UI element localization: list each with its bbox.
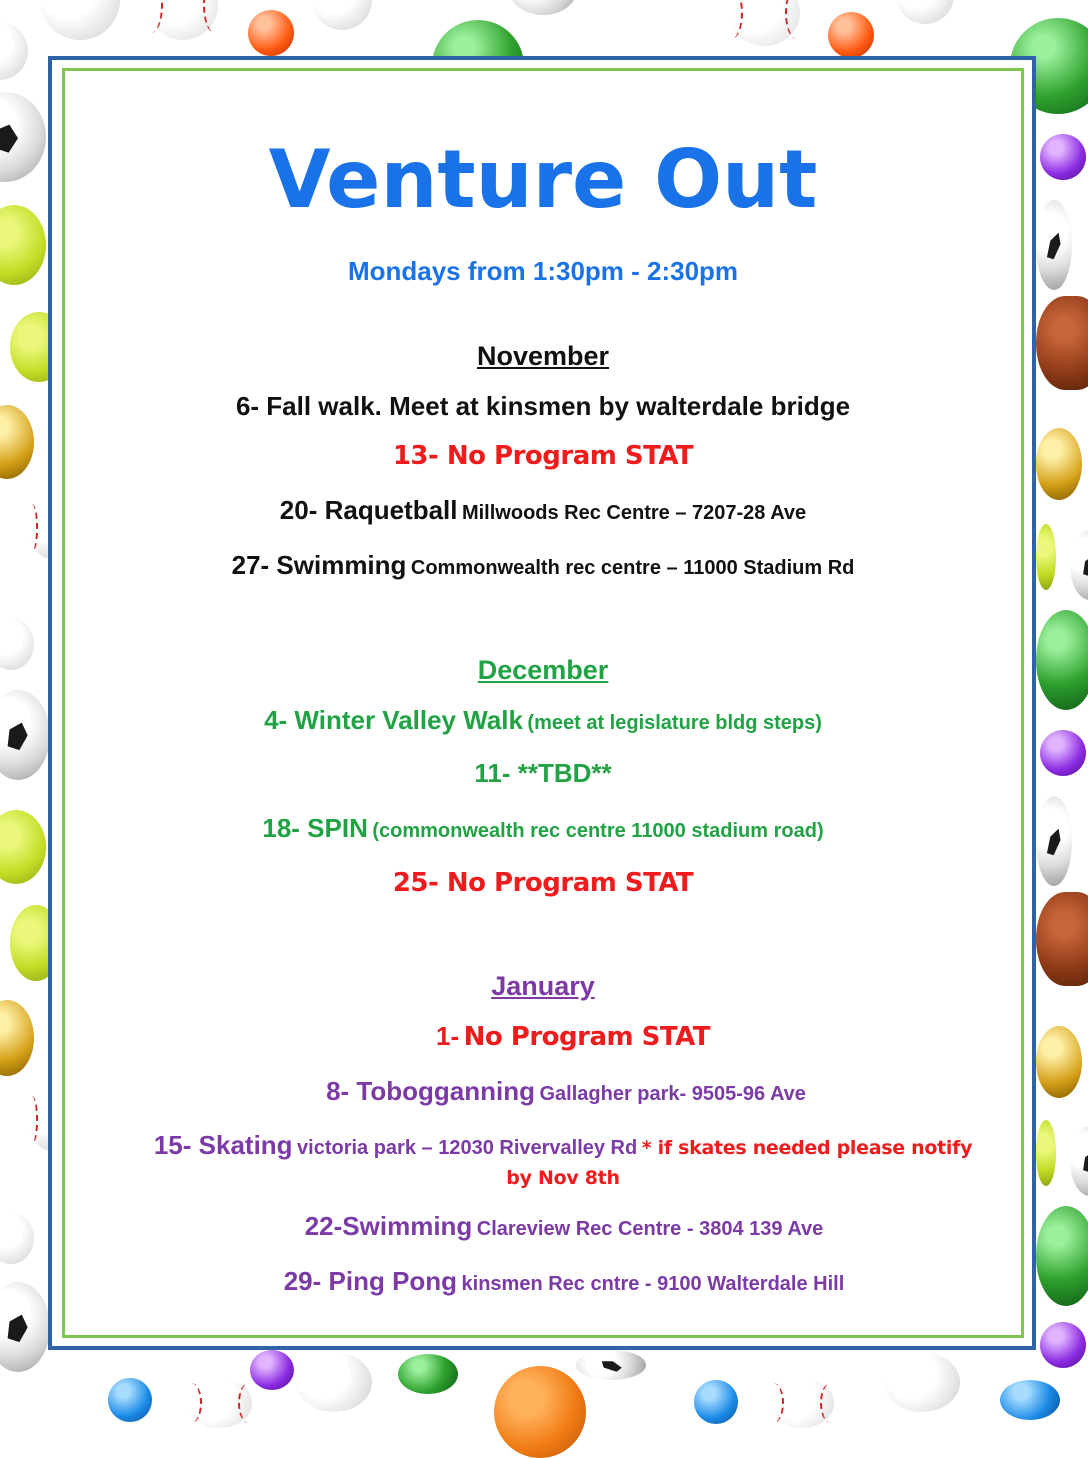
event-label: 22-Swimming (304, 1211, 473, 1241)
bowling-ball-icon (0, 1000, 34, 1076)
stat-notice: 13- No Program STAT (392, 441, 694, 471)
golf-ball-icon (40, 0, 120, 40)
month-heading-november: November (476, 341, 610, 371)
list-item (146, 1131, 980, 1194)
event-label: 11- **TBD** (474, 758, 612, 788)
list-item (66, 813, 1020, 848)
month-heading-january: January (491, 971, 595, 1001)
soccer-ball-icon (0, 92, 46, 182)
bowling-ball-icon (1036, 428, 1082, 500)
soccer-ball-icon (0, 690, 50, 780)
event-label: 20- Raquetball (279, 495, 458, 525)
tennis-ball-icon (1036, 1120, 1056, 1186)
list-item (66, 705, 1020, 740)
event-label: 15- Skating (153, 1130, 293, 1160)
tennis-ball-icon (0, 810, 46, 884)
golf-ball-icon (296, 1352, 372, 1412)
golf-ball-icon (0, 22, 28, 80)
list-item (66, 1266, 1020, 1301)
event-number: 1- (436, 1021, 460, 1051)
baseball-icon (770, 1378, 834, 1428)
january-section (66, 971, 1020, 1301)
skates-note: * if skates needed please notify by Nov 8th (506, 1137, 973, 1189)
soccer-ball-icon (0, 1282, 50, 1372)
purple-ball-icon (1040, 134, 1086, 180)
event-label: 8- Tobogganning (326, 1076, 536, 1106)
schedule-subtitle: Mondays from 1:30pm - 2:30pm (347, 256, 739, 286)
event-label: 27- Swimming (231, 550, 407, 580)
blue-ball-icon (694, 1380, 738, 1424)
bowling-ball-icon (0, 405, 34, 479)
soccer-ball-icon (508, 0, 578, 15)
event-location: Commonwealth rec centre – 11000 Stadium Rd (410, 557, 855, 579)
bowling-ball-icon (1036, 610, 1088, 710)
soccer-ball-icon (576, 1350, 646, 1380)
list-item (66, 495, 1020, 530)
blue-ball-icon (108, 1378, 152, 1422)
soccer-ball-icon (1070, 1126, 1088, 1196)
event-location: victoria park – 12030 Rivervalley Rd (297, 1137, 638, 1159)
tennis-ball-icon (0, 205, 46, 285)
golf-ball-icon (884, 1352, 960, 1412)
baseball-icon (728, 0, 800, 46)
golf-ball-icon (896, 0, 954, 24)
basketball-icon (494, 1366, 586, 1458)
list-item (66, 758, 1020, 793)
event-label: 18- SPIN (262, 813, 368, 843)
event-location: kinsmen Rec cntre - 9100 Walterdale Hill (461, 1273, 845, 1295)
page-title: Venture Out (268, 133, 818, 226)
event-location: Gallagher park- 9505-96 Ave (539, 1083, 806, 1105)
golf-ball-icon (0, 1212, 34, 1264)
orange-ball-icon (248, 10, 294, 56)
list-item (66, 441, 1020, 475)
baseball-icon (188, 1378, 252, 1428)
golf-ball-icon (0, 618, 34, 670)
event-label: 6- Fall walk. Meet at kinsmen by walterdale bridge (235, 391, 851, 421)
event-label: 4- Winter Valley Walk (264, 705, 523, 735)
soccer-ball-icon (1036, 796, 1072, 886)
soccer-ball-icon (1036, 200, 1072, 290)
flyer-content (66, 72, 1020, 1301)
blue-ball-icon (1000, 1380, 1060, 1420)
baseball-icon (148, 0, 218, 40)
november-section (66, 341, 1020, 585)
event-label: 29- Ping Pong (283, 1266, 458, 1296)
purple-ball-icon (250, 1350, 294, 1390)
event-location: Millwoods Rec Centre – 7207-28 Ave (461, 502, 807, 524)
purple-ball-icon (1040, 1322, 1086, 1368)
list-item (66, 391, 1020, 421)
golf-ball-icon (312, 0, 372, 30)
football-icon (1036, 892, 1088, 986)
stat-notice: No Program STAT (463, 1022, 710, 1052)
event-location: Clareview Rec Centre - 3804 139 Ave (476, 1218, 824, 1240)
list-item (66, 1021, 1020, 1056)
stat-notice: 25- No Program STAT (392, 868, 694, 898)
december-section (66, 655, 1020, 902)
bowling-ball-icon (398, 1354, 458, 1394)
list-item (66, 1076, 1020, 1111)
event-location: (commonwealth rec centre 11000 stadium road) (372, 820, 824, 842)
football-icon (1036, 296, 1088, 390)
list-item (66, 868, 1020, 902)
tennis-ball-icon (1036, 524, 1056, 590)
bowling-ball-icon (1036, 1206, 1088, 1306)
purple-ball-icon (1040, 730, 1086, 776)
month-heading-december: December (477, 655, 609, 685)
event-location: (meet at legislature bldg steps) (527, 712, 822, 734)
orange-ball-icon (828, 12, 874, 58)
list-item (66, 1211, 1020, 1246)
bowling-ball-icon (1036, 1026, 1082, 1098)
soccer-ball-icon (1070, 530, 1088, 600)
list-item (66, 550, 1020, 585)
